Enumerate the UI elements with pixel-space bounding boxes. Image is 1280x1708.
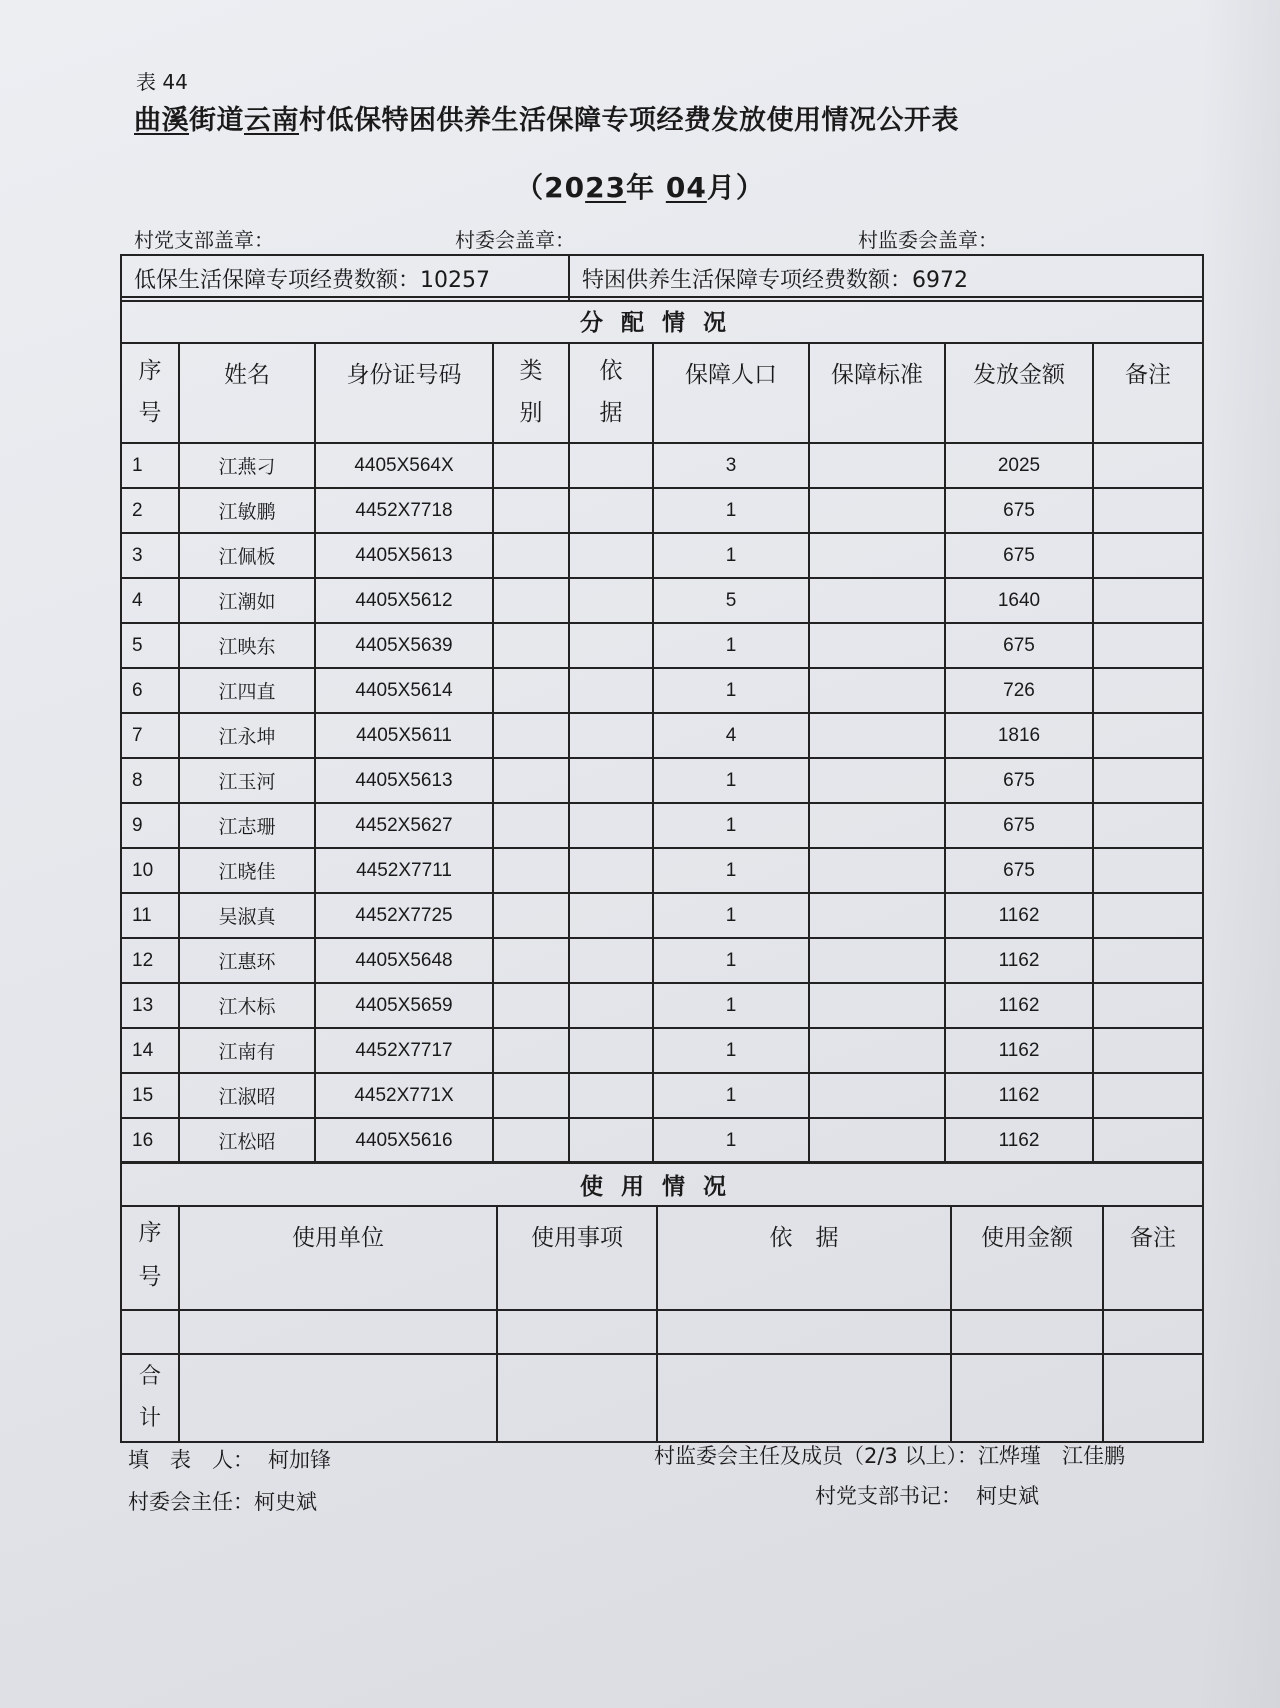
usage-cell <box>121 1310 179 1354</box>
row-category <box>493 758 569 803</box>
row-basis <box>569 578 653 623</box>
period-year: 23 <box>585 171 627 204</box>
row-id-number: 4405X5616 <box>315 1118 493 1163</box>
row-category <box>493 578 569 623</box>
usage-cell <box>179 1354 497 1442</box>
row-name: 江晓佳 <box>179 848 315 893</box>
filler-label: 填 表 人： <box>128 1448 254 1472</box>
table-row <box>121 983 1203 1028</box>
usage-cell <box>951 1310 1103 1354</box>
period-month-label: 月） <box>706 171 765 204</box>
paper-shadow <box>1200 0 1280 1708</box>
table-row <box>121 803 1203 848</box>
table-row <box>121 533 1203 578</box>
row-amount: 1162 <box>945 1028 1093 1073</box>
row-population: 3 <box>653 443 809 488</box>
row-population: 1 <box>653 983 809 1028</box>
row-remark <box>1093 938 1203 983</box>
row-index: 3 <box>121 533 179 578</box>
header-basis <box>569 343 653 443</box>
row-basis <box>569 1073 653 1118</box>
row-id-number: 4452X7725 <box>315 893 493 938</box>
table-row <box>121 488 1203 533</box>
row-category <box>493 668 569 713</box>
header-category-2: 别 <box>519 400 543 426</box>
usage-header-item: 使用事项 <box>497 1206 657 1310</box>
row-population: 1 <box>653 623 809 668</box>
row-amount: 675 <box>945 533 1093 578</box>
row-standard <box>809 938 945 983</box>
row-basis <box>569 488 653 533</box>
row-category <box>493 983 569 1028</box>
row-standard <box>809 893 945 938</box>
header-remark: 备注 <box>1093 343 1203 443</box>
table-row <box>121 758 1203 803</box>
funds-table <box>120 254 1204 302</box>
row-standard <box>809 533 945 578</box>
row-id-number: 4405X5648 <box>315 938 493 983</box>
row-amount: 675 <box>945 623 1093 668</box>
document-title <box>134 98 959 137</box>
row-name: 江敏鹏 <box>179 488 315 533</box>
row-standard <box>809 803 945 848</box>
row-population: 1 <box>653 938 809 983</box>
usage-cell <box>951 1354 1103 1442</box>
row-standard <box>809 983 945 1028</box>
row-remark <box>1093 713 1203 758</box>
row-standard <box>809 1073 945 1118</box>
header-basis-1: 依 <box>599 358 623 384</box>
row-standard <box>809 1118 945 1163</box>
row-remark <box>1093 488 1203 533</box>
row-id-number: 4405X5659 <box>315 983 493 1028</box>
usage-header-basis: 依 据 <box>657 1206 951 1310</box>
director-label: 村委会主任： <box>128 1490 254 1514</box>
row-remark <box>1093 623 1203 668</box>
row-name: 江映东 <box>179 623 315 668</box>
row-population: 1 <box>653 533 809 578</box>
usage-total-label-2: 计 <box>138 1406 161 1431</box>
row-name: 吴淑真 <box>179 893 315 938</box>
row-index: 9 <box>121 803 179 848</box>
row-standard <box>809 758 945 803</box>
supervision-label: 村监委会主任及成员（2/3 以上）： <box>654 1444 978 1468</box>
period-open: （20 <box>515 171 586 204</box>
row-category <box>493 623 569 668</box>
row-name: 江永坤 <box>179 713 315 758</box>
row-population: 1 <box>653 893 809 938</box>
row-name: 江松昭 <box>179 1118 315 1163</box>
row-amount: 675 <box>945 758 1093 803</box>
secretary-label: 村党支部书记： <box>815 1484 962 1508</box>
row-amount: 1162 <box>945 1118 1093 1163</box>
row-id-number: 4452X7718 <box>315 488 493 533</box>
row-id-number: 4405X5639 <box>315 623 493 668</box>
report-period <box>0 166 1280 206</box>
usage-cell <box>1103 1310 1203 1354</box>
usage-header-index-1: 序 <box>138 1220 162 1246</box>
row-name: 江佩板 <box>179 533 315 578</box>
row-amount: 1816 <box>945 713 1093 758</box>
row-index: 10 <box>121 848 179 893</box>
row-id-number: 4452X5627 <box>315 803 493 848</box>
row-id-number: 4405X5612 <box>315 578 493 623</box>
row-index: 2 <box>121 488 179 533</box>
row-amount: 675 <box>945 803 1093 848</box>
row-name: 江木标 <box>179 983 315 1028</box>
row-basis <box>569 1028 653 1073</box>
row-remark <box>1093 1073 1203 1118</box>
row-basis <box>569 893 653 938</box>
row-basis <box>569 713 653 758</box>
table-row <box>121 938 1203 983</box>
table-row <box>121 713 1203 758</box>
secretary-signature <box>815 1480 1039 1510</box>
usage-header-remark: 备注 <box>1103 1206 1203 1310</box>
row-amount: 675 <box>945 488 1093 533</box>
row-name: 江南有 <box>179 1028 315 1073</box>
header-amount: 发放金额 <box>945 343 1093 443</box>
row-remark <box>1093 533 1203 578</box>
row-index: 1 <box>121 443 179 488</box>
row-name: 江惠环 <box>179 938 315 983</box>
row-index: 11 <box>121 893 179 938</box>
row-index: 14 <box>121 1028 179 1073</box>
row-population: 1 <box>653 1073 809 1118</box>
row-remark <box>1093 1118 1203 1163</box>
row-id-number: 4452X7711 <box>315 848 493 893</box>
usage-header-unit: 使用单位 <box>179 1206 497 1310</box>
supervision-names: 江烨瑾 江佳鹏 <box>977 1444 1125 1468</box>
row-standard <box>809 668 945 713</box>
row-population: 1 <box>653 668 809 713</box>
row-id-number: 4405X5613 <box>315 533 493 578</box>
row-standard <box>809 1028 945 1073</box>
usage-empty-row <box>121 1310 1203 1354</box>
row-category <box>493 893 569 938</box>
supervision-seal-label: 村监委会盖章： <box>858 228 998 252</box>
row-basis <box>569 533 653 578</box>
usage-header-index-2: 号 <box>138 1264 162 1290</box>
usage-section-title: 使用情况 <box>121 1162 1203 1206</box>
header-category-1: 类 <box>519 358 543 384</box>
dibao-fund-amount: 低保生活保障专项经费数额：10257 <box>121 255 569 301</box>
distribution-header-row <box>121 343 1203 443</box>
row-population: 1 <box>653 1028 809 1073</box>
title-town: 曲溪 <box>134 105 189 136</box>
row-category <box>493 1028 569 1073</box>
row-index: 7 <box>121 713 179 758</box>
row-amount: 1162 <box>945 1073 1093 1118</box>
row-category <box>493 443 569 488</box>
table-row <box>121 848 1203 893</box>
row-category <box>493 488 569 533</box>
distribution-table <box>120 296 1204 1164</box>
usage-cell <box>1103 1354 1203 1442</box>
period-month: 04 <box>665 171 707 204</box>
row-remark <box>1093 758 1203 803</box>
usage-cell <box>657 1310 951 1354</box>
usage-total-label <box>121 1354 179 1442</box>
row-remark <box>1093 983 1203 1028</box>
row-population: 4 <box>653 713 809 758</box>
header-index-2: 号 <box>138 400 162 426</box>
row-remark <box>1093 1028 1203 1073</box>
row-index: 8 <box>121 758 179 803</box>
usage-header-amount: 使用金额 <box>951 1206 1103 1310</box>
row-category <box>493 938 569 983</box>
table-row <box>121 668 1203 713</box>
table-row <box>121 893 1203 938</box>
usage-total-label-1: 合 <box>138 1364 161 1389</box>
row-category <box>493 803 569 848</box>
row-index: 13 <box>121 983 179 1028</box>
row-population: 1 <box>653 758 809 803</box>
party-seal-label: 村党支部盖章： <box>134 228 274 252</box>
row-index: 6 <box>121 668 179 713</box>
row-population: 1 <box>653 488 809 533</box>
usage-cell <box>179 1310 497 1354</box>
row-id-number: 4452X771X <box>315 1073 493 1118</box>
row-amount: 1640 <box>945 578 1093 623</box>
row-population: 1 <box>653 848 809 893</box>
row-basis <box>569 983 653 1028</box>
header-index <box>121 343 179 443</box>
table-row <box>121 1118 1203 1163</box>
row-category <box>493 533 569 578</box>
row-amount: 675 <box>945 848 1093 893</box>
row-amount: 1162 <box>945 983 1093 1028</box>
row-name: 江燕刁 <box>179 443 315 488</box>
row-standard <box>809 578 945 623</box>
row-name: 江潮如 <box>179 578 315 623</box>
row-amount: 2025 <box>945 443 1093 488</box>
filler-name: 柯加锋 <box>268 1448 331 1472</box>
row-amount: 726 <box>945 668 1093 713</box>
row-standard <box>809 623 945 668</box>
row-name: 江四直 <box>179 668 315 713</box>
row-name: 江玉河 <box>179 758 315 803</box>
row-population: 1 <box>653 1118 809 1163</box>
row-basis <box>569 443 653 488</box>
table-row <box>121 1028 1203 1073</box>
director-name: 柯史斌 <box>254 1490 317 1514</box>
supervision-signature <box>654 1440 1125 1470</box>
usage-table <box>120 1161 1204 1443</box>
header-name: 姓名 <box>179 343 315 443</box>
row-category <box>493 1073 569 1118</box>
row-index: 16 <box>121 1118 179 1163</box>
row-id-number: 4405X5613 <box>315 758 493 803</box>
header-category <box>493 343 569 443</box>
row-standard <box>809 488 945 533</box>
row-category <box>493 848 569 893</box>
form-number: 表 44 <box>136 70 188 94</box>
distribution-section-title: 分配情况 <box>121 297 1203 343</box>
row-remark <box>1093 848 1203 893</box>
table-row <box>121 578 1203 623</box>
row-name: 江淑昭 <box>179 1073 315 1118</box>
row-id-number: 4405X5611 <box>315 713 493 758</box>
row-basis <box>569 758 653 803</box>
row-amount: 1162 <box>945 893 1093 938</box>
committee-seal-label: 村委会盖章： <box>455 228 575 252</box>
row-name: 江志珊 <box>179 803 315 848</box>
row-amount: 1162 <box>945 938 1093 983</box>
row-remark <box>1093 803 1203 848</box>
row-remark <box>1093 893 1203 938</box>
row-basis <box>569 1118 653 1163</box>
row-index: 5 <box>121 623 179 668</box>
table-row <box>121 443 1203 488</box>
row-remark <box>1093 443 1203 488</box>
row-remark <box>1093 668 1203 713</box>
row-standard <box>809 713 945 758</box>
table-row <box>121 623 1203 668</box>
row-id-number: 4452X7717 <box>315 1028 493 1073</box>
usage-cell <box>497 1354 657 1442</box>
usage-cell <box>657 1354 951 1442</box>
row-basis <box>569 938 653 983</box>
row-remark <box>1093 578 1203 623</box>
header-index-1: 序 <box>138 358 162 384</box>
header-id-number: 身份证号码 <box>315 343 493 443</box>
table-row <box>121 1073 1203 1118</box>
title-street: 街道 <box>189 105 244 136</box>
filler-signature <box>128 1444 331 1474</box>
row-basis <box>569 623 653 668</box>
row-standard <box>809 848 945 893</box>
row-basis <box>569 668 653 713</box>
usage-header-row <box>121 1206 1203 1310</box>
header-population: 保障人口 <box>653 343 809 443</box>
row-id-number: 4405X564X <box>315 443 493 488</box>
usage-cell <box>497 1310 657 1354</box>
row-id-number: 4405X5614 <box>315 668 493 713</box>
row-index: 12 <box>121 938 179 983</box>
row-index: 4 <box>121 578 179 623</box>
row-category <box>493 1118 569 1163</box>
header-standard: 保障标准 <box>809 343 945 443</box>
period-year-label: 年 <box>626 171 666 204</box>
tekun-fund-amount: 特困供养生活保障专项经费数额：6972 <box>569 255 1203 301</box>
usage-total-row <box>121 1354 1203 1442</box>
row-index: 15 <box>121 1073 179 1118</box>
row-population: 1 <box>653 803 809 848</box>
row-population: 5 <box>653 578 809 623</box>
secretary-name: 柯史斌 <box>976 1484 1039 1508</box>
director-signature <box>128 1486 317 1516</box>
row-basis <box>569 803 653 848</box>
row-basis <box>569 848 653 893</box>
header-basis-2: 据 <box>599 400 623 426</box>
row-standard <box>809 443 945 488</box>
usage-header-index <box>121 1206 179 1310</box>
title-rest: 村低保特困供养生活保障专项经费发放使用情况公开表 <box>299 105 959 136</box>
title-village: 云南 <box>244 105 299 136</box>
row-category <box>493 713 569 758</box>
